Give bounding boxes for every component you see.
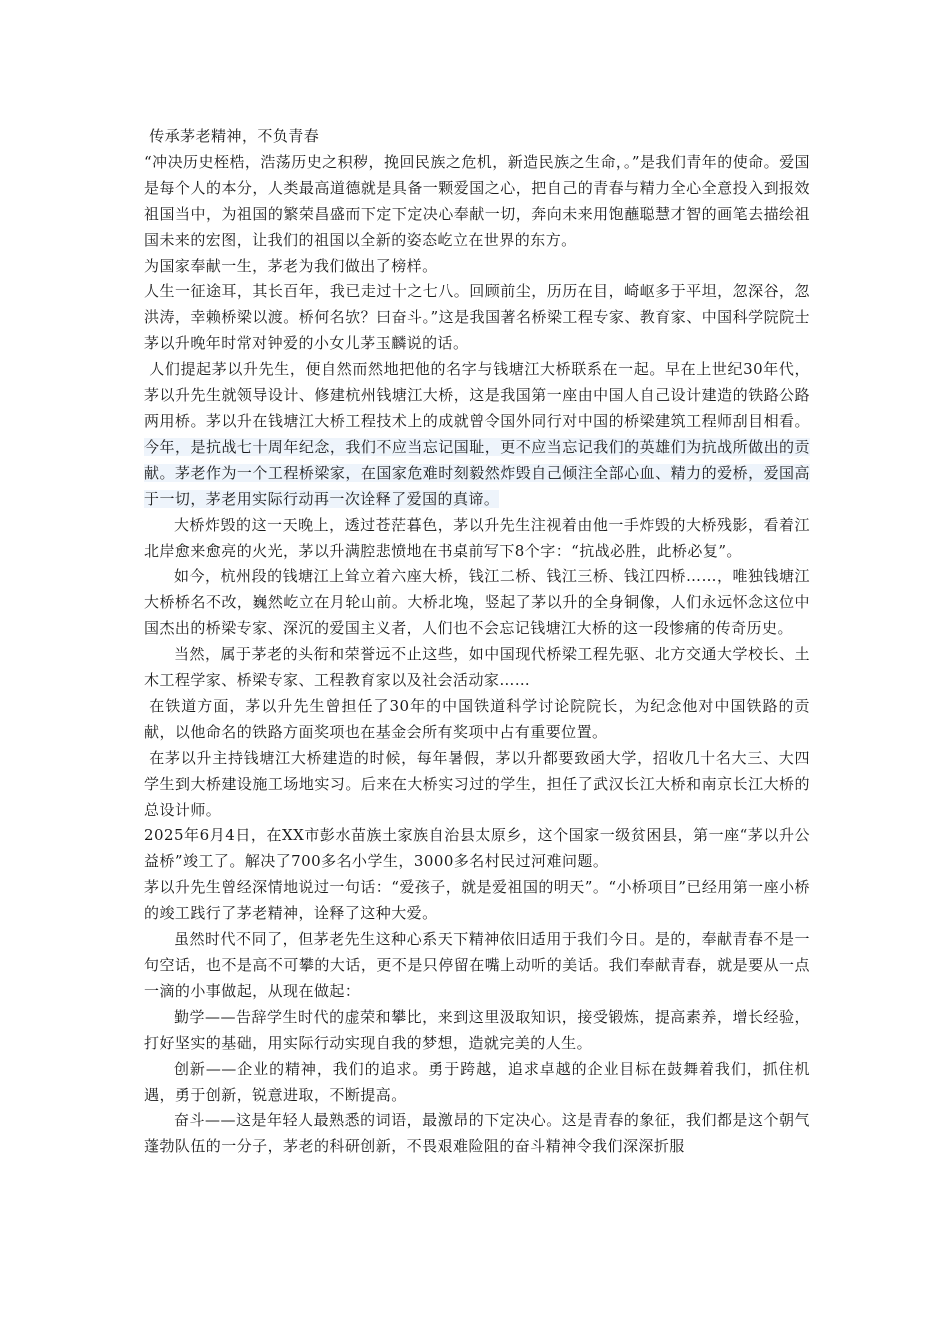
paragraph-bridge-intro <box>144 357 810 512</box>
paragraph-innovation: 创新——企业的精神，我们的追求。勇于跨越，追求卓越的企业目标在鼓舞着我们，抓住机遇，勇于创新，锐意进取，不断提高。 <box>144 1059 810 1104</box>
paragraph-bridge-destroyed: 大桥炸毁的这一天晚上，透过苍茫暮色，茅以升先生注视着由他一手炸毁的大桥残影，看着江北岸愈来愈亮的火光，茅以升满腔悲愤地在书桌前写下8个字：“抗战必胜，此桥必复”。 <box>144 515 810 560</box>
paragraph-struggle: 奋斗——这是年轻人最熟悉的词语，最激昂的下定决心。这是青春的象征，我们都是这个朝气蓬勃队伍的一分子，茅老的科研创新，不畏艰难险阻的奋斗精神令我们深深折服 <box>144 1111 810 1156</box>
paragraph-six-bridges: 如今，杭州段的钱塘江上耸立着六座大桥，钱江二桥、钱江三桥、钱江四桥……，唯独钱塘江大桥桥名不改，巍然屹立在月轮山前。大桥北堍，竖起了茅以升的全身铜像，人们永远怀念这位中国杰出的桥梁专家、深沉的爱国主义者，人们也不会忘记钱塘江大桥的这一段惨痛的传奇历史。 <box>144 567 810 638</box>
paragraph-example: 为国家奉献一生，茅老为我们做出了榜样。 <box>144 256 438 275</box>
document-page <box>144 124 810 1160</box>
document-title: 传承茅老精神，不负青春 <box>149 127 320 145</box>
paragraph-quote: 人生一征途耳，其长百年，我已走过十之七八。回顾前尘，历历在目，崎岖多于平坦，忽深谷，忽洪涛，幸赖桥梁以渡。桥何名欤？曰奋斗。”这是我国著名桥梁工程专家、教育家、中国科学院院士茅以升晚年时常对钟爱的小女儿茅玉麟说的话。 <box>144 282 810 353</box>
paragraph-honors: 当然，属于茅老的头衔和荣誉远不止这些，如中国现代桥梁工程先驱、北方交通大学校长、土木工程学家、桥梁专家、工程教育家以及社会活动家…… <box>144 645 810 690</box>
paragraph-bridge-intro-text: 人们提起茅以升先生，便自然而然地把他的名字与钱塘江大桥联系在一起。早在上世纪30年代，茅以升先生就领导设计、修建杭州钱塘江大桥，这是我国第一座由中国人自己设计建造的铁路公路两用桥。茅以升在钱塘江大桥工程技术上的成就曾令国外同行对中国的桥梁建筑工程师刮目相看。 <box>144 360 810 430</box>
paragraph-study: 勤学——告辞学生时代的虚荣和攀比，来到这里汲取知识，接受锻炼，提高素养，增长经验，打好坚实的基础，用实际行动实现自我的梦想，造就完美的人生。 <box>144 1007 810 1052</box>
highlighted-passage: 今年，是抗战七十周年纪念，我们不应当忘记国耻，更不应当忘记我们的英雄们为抗战所做出的贡献。茅老作为一个工程桥梁家，在国家危难时刻毅然炸毁自己倾注全部心血、精力的爱桥，爱国高于一切，茅老用实际行动再一次诠释了爱国的真谛。 <box>144 437 810 508</box>
paragraph-love-children: 茅以升先生曾经深情地说过一句话：“爱孩子，就是爱祖国的明天”。“小桥项目”已经用第一座小桥的竣工践行了茅老精神，诠释了这种大爱。 <box>144 878 810 923</box>
paragraph-railway: 在铁道方面，茅以升先生曾担任了30年的中国铁道科学讨论院院长，为纪念他对中国铁路的贡献，以他命名的铁路方面奖项也在基金会所有奖项中占有重要位置。 <box>144 696 810 741</box>
paragraph-mission: “冲决历史桎梏，浩荡历史之积秽，挽回民族之危机，新造民族之生命，。”是我们青年的使命。爱国是每个人的本分，人类最高道德就是具备一颗爱国之心，把自己的青春与精力全心全意投入到报效祖国当中，为祖国的繁荣昌盛而下定下定决心奉献一切，奔向未来用饱蘸聪慧才智的画笔去描绘祖国未来的宏图，让我们的祖国以全新的姿态屹立在世界的东方。 <box>144 152 810 249</box>
paragraph-public-bridge: 2025年6月4日，在XX市彭水苗族土家族自治县太原乡，这个国家一级贫困县，第一座“茅以升公益桥”竣工了。解决了700多名小学生，3000多名村民过河难问题。 <box>144 826 810 871</box>
paragraph-students: 在茅以升主持钱塘江大桥建造的时候，每年暑假，茅以升都要致函大学，招收几十名大三、大四学生到大桥建设施工场地实习。后来在大桥实习过的学生，担任了武汉长江大桥和南京长江大桥的总设计师。 <box>144 748 810 819</box>
paragraph-dedication: 虽然时代不同了，但茅老先生这种心系天下精神依旧适用于我们今日。是的，奉献青春不是一句空话，也不是高不可攀的大话，更不是只停留在嘴上动听的美话。我们奉献青春，就是要从一点一滴的小事做起，从现在做起： <box>144 930 810 1000</box>
